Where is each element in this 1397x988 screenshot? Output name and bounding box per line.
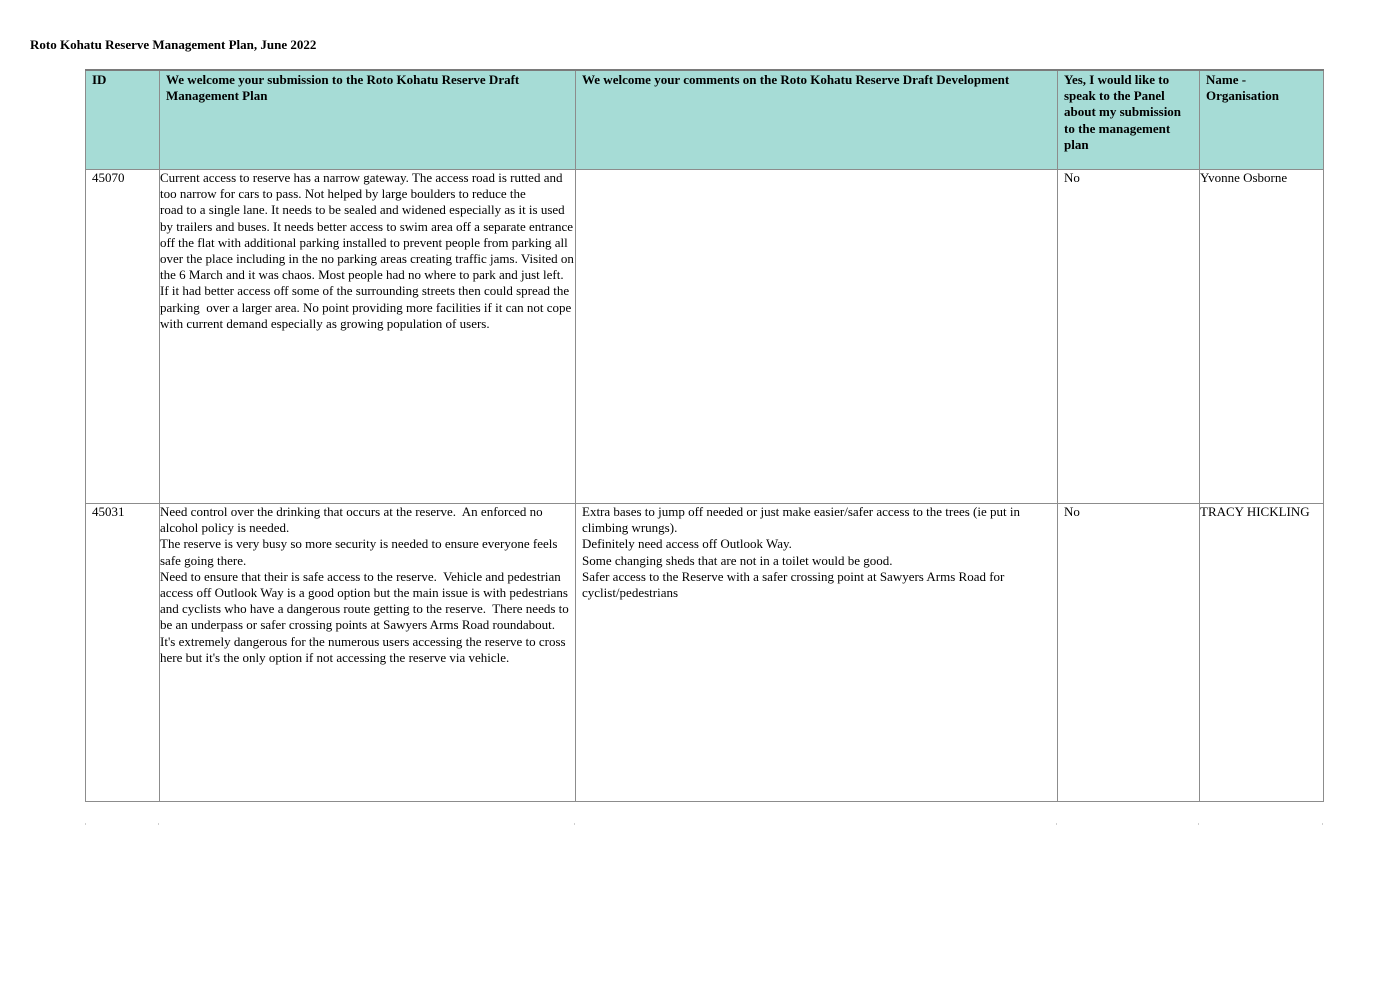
cell-id: 45070 bbox=[86, 170, 160, 504]
cell-development bbox=[576, 170, 1058, 504]
document-title: Roto Kohatu Reserve Management Plan, June 2022 bbox=[30, 37, 317, 52]
cell-submission: Current access to reserve has a narrow gateway. The access road is rutted and too narrow for cars to pass. Not helped by large boulders to reduce the road to a single lane. It needs to be sealed and widened especially as it is used by trailers and buses. It needs better access to swim area off a separate entrance off the flat with additional parking installed to prevent people from parking all over the place including in the no parking areas creating traffic jams. Visited on the 6 March and it was chaos. Most people had no where to park and just left. If it had better access off some of the surrounding streets then could spread the parking over a larger area. No point providing more facilities if it can not cope with current demand especially as growing population of users. bbox=[160, 170, 576, 504]
cell-development: Extra bases to jump off needed or just make easier/safer access to the trees (ie put in climbing wrungs). Definitely need access off Outlook Way. Some changing sheds that are not in a toilet would be good. Safer access to the Reserve with a safer crossing point at Sawyers Arms Road for cyclist/pedestrians bbox=[576, 504, 1058, 802]
table-row bbox=[86, 170, 1324, 504]
column-guide-mark bbox=[1056, 823, 1057, 825]
column-guide-mark bbox=[158, 823, 159, 825]
cell-name: TRACY HICKLING bbox=[1200, 504, 1324, 802]
table-row bbox=[86, 504, 1324, 802]
column-guide-mark bbox=[85, 823, 86, 825]
header-name-organisation: Name - Organisation bbox=[1200, 70, 1324, 170]
cell-id: 45031 bbox=[86, 504, 160, 802]
column-guide-mark bbox=[1198, 823, 1199, 825]
header-id: ID bbox=[86, 70, 160, 170]
cell-speak: No bbox=[1058, 170, 1200, 504]
column-guide-mark bbox=[574, 823, 575, 825]
cell-submission: Need control over the drinking that occurs at the reserve. An enforced no alcohol policy is needed. The reserve is very busy so more security is needed to ensure everyone feels safe going there. Need to ensure that their is safe access to the reserve. Vehicle and pedestrian access off Outlook Way is a good option but the main issue is with pedestrians and cyclists who have a dangerous route getting to the reserve. There needs to be an underpass or safer crossing points at Sawyers Arms Road roundabout. It's extremely dangerous for the numerous users accessing the reserve to cross here but it's the only option if not accessing the reserve via vehicle. bbox=[160, 504, 576, 802]
table-header-row bbox=[86, 70, 1324, 170]
cell-speak: No bbox=[1058, 504, 1200, 802]
submissions-table bbox=[85, 69, 1324, 802]
column-guide-mark bbox=[1322, 823, 1323, 825]
header-speak: Yes, I would like to speak to the Panel about my submission to the management plan bbox=[1058, 70, 1200, 170]
cell-name: Yvonne Osborne bbox=[1200, 170, 1324, 504]
header-development: We welcome your comments on the Roto Kohatu Reserve Draft Development bbox=[576, 70, 1058, 170]
header-submission: We welcome your submission to the Roto Kohatu Reserve Draft Management Plan bbox=[160, 70, 576, 170]
